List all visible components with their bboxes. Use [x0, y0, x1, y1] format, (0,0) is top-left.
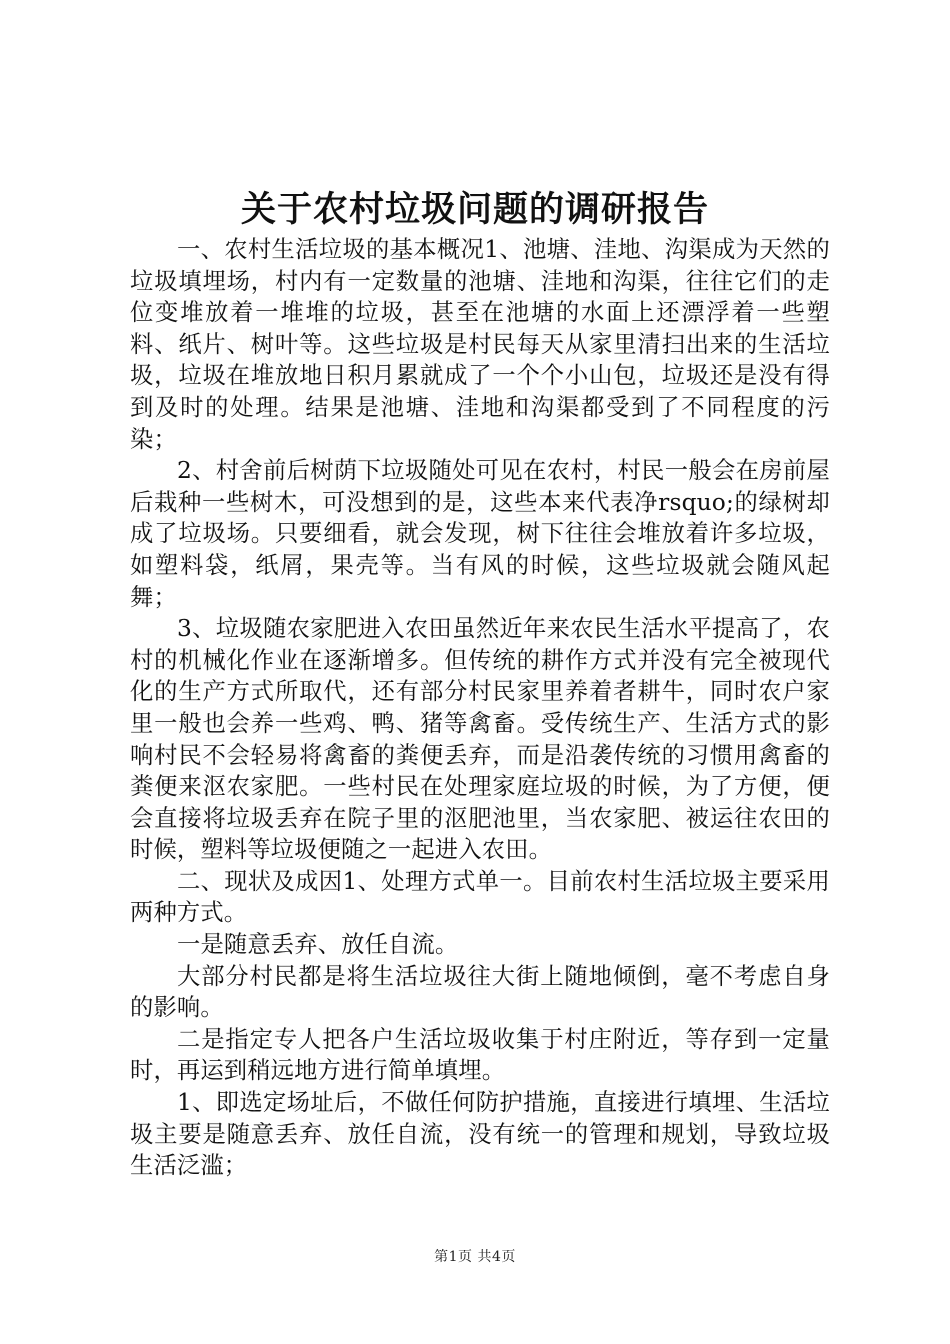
page-footer: 第1页 共4页: [434, 1249, 516, 1265]
document-title: 关于农村垃圾问题的调研报告: [240, 189, 709, 230]
paragraph-8: 1、即选定场址后，不做任何防护措施，直接进行填埋、生活垃圾主要是随意丢弃、放任自流，没有统一的管理和规划，导致垃圾生活泛滥；: [130, 1089, 830, 1180]
paragraph-1: 一、农村生活垃圾的基本概况1、池塘、洼地、沟渠成为天然的垃圾填埋场，村内有一定数量的池塘、洼地和沟渠，往往它们的走位变堆放着一堆堆的垃圾，甚至在池塘的水面上还漂浮着一些塑料、纸片、树叶等。这些垃圾是村民每天从家里清扫出来的生活垃圾，垃圾在堆放地日积月累就成了一个个小山包，垃圾还是没有得到及时的处理。结果是池塘、洼地和沟渠都受到了不同程度的污染；: [130, 236, 830, 453]
paragraph-7: 二是指定专人把各户生活垃圾收集于村庄附近，等存到一定量时，再运到稍远地方进行简单填埋。: [130, 1025, 830, 1085]
document-body: [130, 234, 830, 1182]
paragraph-3: 3、垃圾随农家肥进入农田虽然近年来农民生活水平提高了，农村的机械化作业在逐渐增多。但传统的耕作方式并没有完全被现代化的生产方式所取代，还有部分村民家里养着者耕牛，同时农户家里一般也会养一些鸡、鸭、猪等禽畜。受传统生产、生活方式的影响村民不会轻易将禽畜的粪便丢弃，而是沿袭传统的习惯用禽畜的粪便来沤农家肥。一些村民在处理家庭垃圾的时候，为了方便，便会直接将垃圾丢弃在院子里的沤肥池里，当农家肥、被运往农田的时候，塑料等垃圾便随之一起进入农田。: [130, 615, 830, 864]
paragraph-6: 大部分村民都是将生活垃圾往大街上随地倾倒，毫不考虑自身的影响。: [130, 962, 830, 1022]
paragraph-5: 一是随意丢弃、放任自流。: [177, 931, 459, 959]
paragraph-4: 二、现状及成因1、处理方式单一。目前农村生活垃圾主要采用两种方式。: [130, 867, 830, 927]
paragraph-2: 2、村舍前后树荫下垃圾随处可见在农村，村民一般会在房前屋后栽种一些树木，可没想到的是，这些本来代表净rsquo;的绿树却成了垃圾场。只要细看，就会发现，树下往往会堆放着许多垃圾，如塑料袋，纸屑，果壳等。当有风的时候，这些垃圾就会随风起舞；: [130, 457, 830, 611]
